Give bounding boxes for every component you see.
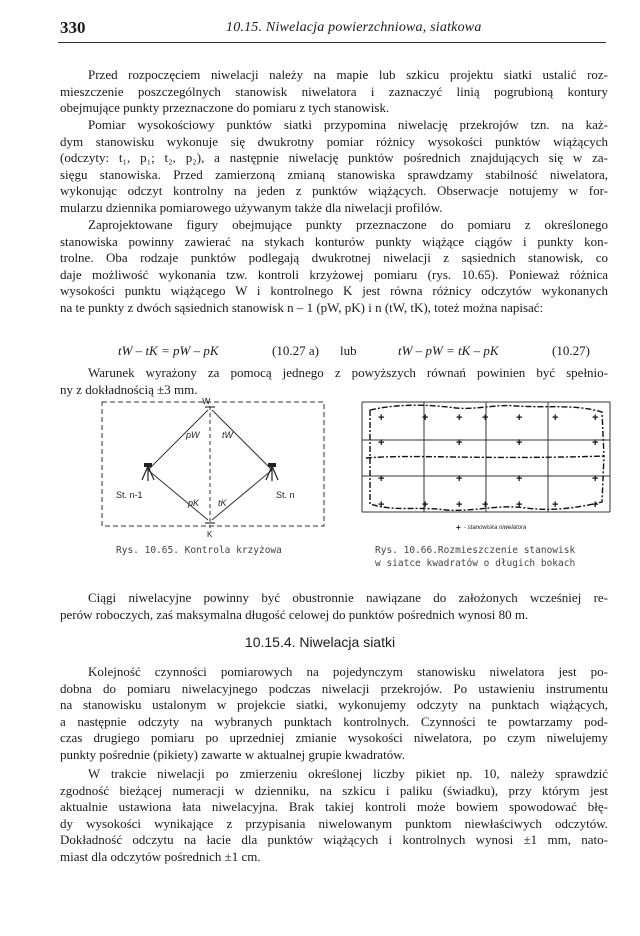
svg-text:+: + [482, 499, 489, 511]
paragraph-5 [60, 590, 608, 623]
text-line: punkty pośrednie (pikiety) zawarte w aktualnej grupie kwadratów. [60, 746, 405, 762]
sight-line-pw [148, 410, 208, 470]
text-line: czas drugiego pomiaru po uprzedniej zmianie wysokości niwelatora, po czym niwelujemy [60, 730, 608, 746]
label-k: K [207, 530, 213, 538]
sight-line-tw [212, 410, 272, 470]
text-line: ny z dokładnością ±3 mm. [60, 381, 198, 397]
svg-text:+: + [378, 499, 385, 511]
text-line: zgodność bieżącej numeracji w dzienniku, na szkicu i paliku (świadku), przy którym jest [60, 782, 608, 798]
text-line: na te punkty z dwóch sąsiednich stanowisk n – 1 (pW, pK) i n (tW, tK), toteż można napisać: [60, 299, 544, 315]
svg-text:+: + [592, 473, 599, 485]
text-line: dym stanowisku wykonuje się dwukrotny pomiar różnicy wysokości punktów wiążących [60, 133, 608, 149]
equation-a-number: (10.27 a) [272, 343, 319, 358]
text-line: daje możliwość wykonania tzw. kontroli krzyżowej pomiaru (rys. 10.65). Ponieważ różnica [60, 266, 608, 282]
paragraph-2 [60, 117, 608, 217]
label-pw: pW [186, 430, 200, 440]
text-line: Przed rozpoczęciem niwelacji należy na mapie lub szkicu projektu siatki ustalić roz- [88, 67, 608, 82]
text-line: Pomiar wysokościowy punktów siatki przypomina niwelację przekrojów tzn. na każ- [88, 117, 608, 132]
svg-text:+: + [378, 412, 385, 424]
svg-text:+: + [516, 499, 523, 511]
svg-text:+: + [456, 499, 463, 511]
text-line: Kolejność czynności pomiarowych na pojedynczym stanowisku niwelatora jest po- [88, 664, 608, 679]
text-line: dy wysokości wynikające z przypisania niwelowanym punktom niewłaściwych odczytów. [60, 815, 608, 831]
figure-frame [102, 402, 324, 526]
svg-text:+: + [456, 412, 463, 424]
page-number: 330 [60, 18, 86, 37]
text-line: wysokości punktu wiążącego W i kontrolnego K jest równa różnicy odczytów wykonanych [60, 283, 608, 299]
paragraph-6 [60, 664, 608, 764]
svg-text:+: + [422, 499, 429, 511]
text-line: mieszczenie poszczególnych stanowisk niwelatora i zaznaczyć linią pogrubioną kontury [60, 83, 608, 99]
text-line: Zaprojektowane figury obejmujące punkty przeznaczone do pomiaru z określonego [88, 217, 608, 232]
paragraph-4 [60, 365, 608, 398]
sight-line-pk [148, 470, 208, 520]
label-pk: pK [188, 498, 200, 508]
svg-text:+: + [422, 412, 429, 424]
svg-text:+: + [592, 412, 599, 424]
svg-text:+: + [378, 437, 385, 449]
figure-cross-control [98, 398, 328, 538]
station-legend: - stanowiska niwelatora [464, 525, 527, 531]
svg-text:+: + [552, 412, 559, 424]
text-line: aktualnie ustawiona łata niwelacyjna. Brak takiej kontroli może bowiem spowodować błę- [60, 799, 608, 815]
paragraph-3 [60, 217, 608, 317]
label-tw: tW [222, 430, 233, 440]
text-line: na stanowisku ustalonym w projekcie siatki, wykonujemy odczyty na punktach wiążących, [60, 697, 608, 713]
text-line: W trakcie niwelacji po zmierzeniu określonej liczby pikiet np. 10, należy sprawdzić [88, 766, 608, 781]
figure-grid-stations [356, 396, 616, 536]
caption-line: w siatce kwadratów o długich bokach [375, 558, 576, 569]
text-line: mularzu dziennika pomiarowego używanym także dla niwelacji profilów. [60, 199, 443, 215]
text-line: obejmujące punkty przeznaczone do pomiaru z tych stanowisk. [60, 100, 390, 116]
running-title: 10.15. Niwelacja powierzchniowa, siatkowa [226, 20, 482, 35]
svg-text:+: + [456, 437, 463, 449]
text-line: dobna do pomiaru niwelacyjnego podczas niwelacji przekrojów. Po ustawieniu instrumentu [60, 680, 608, 696]
text-line: sięgu stanowiska. Przed zamierzoną zmianą stanowiska sprawdzamy stabilność niwelatora, [60, 166, 608, 182]
text-line: perów roboczych, zaś maksymalna długość celowej do punktów pośrednich wynosi 80 m. [60, 606, 529, 622]
section-title: 10.15.4. Niwelacja siatki [244, 634, 396, 650]
text-line: (odczyty: t₁, p₁; t₂, p₂), a następnie niwelację punktów pośrednich znajdujących się w za- [60, 150, 608, 166]
equation-b: tW – pW = tK – pK [398, 343, 499, 358]
svg-text:+: + [516, 437, 523, 449]
paragraph-1 [60, 67, 608, 117]
svg-text:+: + [592, 437, 599, 449]
svg-text:+: + [592, 499, 599, 511]
equation-b-number: (10.27) [552, 343, 590, 358]
sight-line-tk [212, 470, 272, 520]
header-rule [58, 42, 606, 43]
text-line: wykonując odczyt kontrolny na jeden z punktów wiążących. Obserwacje notujemy w for- [60, 183, 608, 199]
equation-conjunction: lub [340, 343, 357, 358]
text-line: Warunek wyrażony za pomocą jednego z powyższych równań powinien być spełnio- [88, 365, 608, 380]
svg-text:+: + [516, 473, 523, 485]
text-line: Ciągi niwelacyjne powinny być obustronnie nawiązane do założonych wcześniej re- [88, 590, 608, 605]
label-station-n-1: St. n-1 [116, 490, 143, 500]
paragraph-7 [60, 766, 608, 866]
svg-text:+: + [456, 473, 463, 485]
label-station-n: St. n [276, 490, 295, 500]
svg-text:+: + [516, 412, 523, 424]
text-line: stanowiska powinny zawierać na stykach konturów punkty wiążące ciągów i punkty kon- [60, 233, 608, 249]
text-line: Dokładność odczytu na łacie dla punktów wiążących i kontrolnych wynosi ±1 mm, nato- [60, 832, 608, 848]
svg-text:+: + [552, 499, 559, 511]
text-line: miast dla odczytów pośrednich ±1 cm. [60, 848, 261, 864]
station-legend-icon: + [456, 523, 461, 532]
label-tk: tK [218, 498, 227, 508]
equation-a: tW – tK = pW – pK [118, 343, 219, 358]
text-line: a następnie odczyty na wybranych punktach kontrolnych. Czynności te powtarzamy pod- [60, 713, 608, 729]
caption-fig-10-65: Rys. 10.65. Kontrola krzyżowa [116, 545, 282, 556]
svg-text:+: + [482, 412, 489, 424]
label-w: W [202, 398, 211, 406]
caption-line: Rys. 10.66.Rozmieszczenie stanowisk [375, 545, 576, 556]
svg-text:+: + [378, 473, 385, 485]
caption-fig-10-66 [375, 544, 575, 570]
text-line: trolne. Oba rodzaje punktów podlegają dwukrotnej niwelacji z sąsiednich stanowisk, co [60, 250, 608, 266]
station-markers [378, 412, 598, 511]
